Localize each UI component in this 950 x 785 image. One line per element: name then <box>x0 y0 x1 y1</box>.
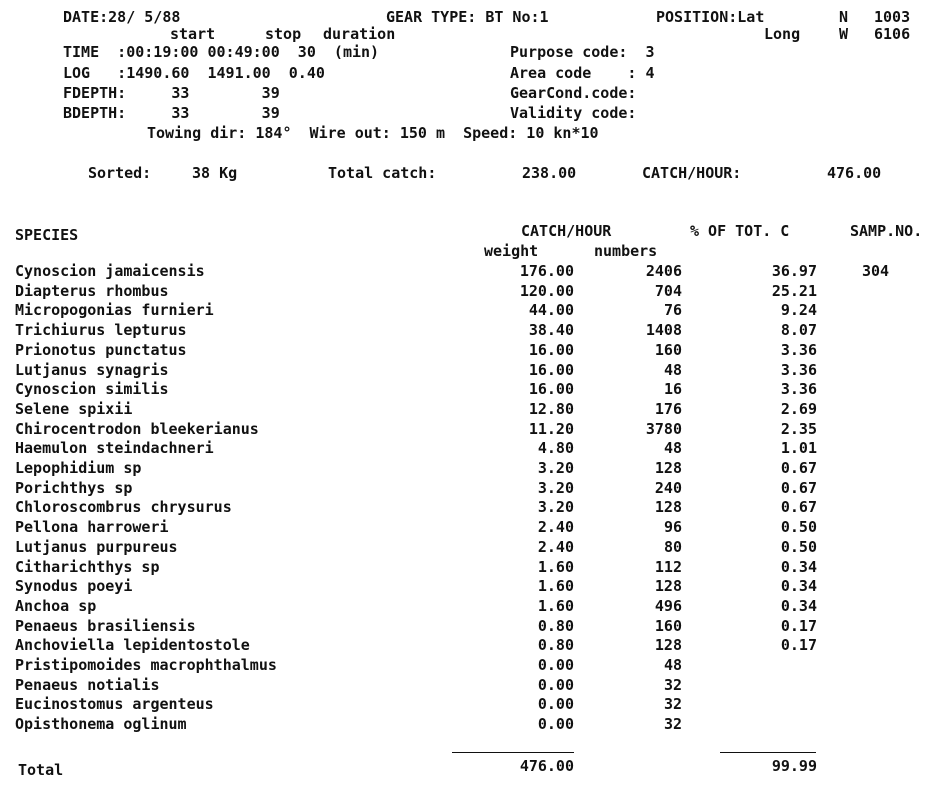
pct-value: 9.24 <box>780 301 817 319</box>
catch-hour-label: CATCH/HOUR: <box>642 164 742 182</box>
pct-value: 0.50 <box>780 538 817 556</box>
pct-header: % OF TOT. C <box>690 222 790 240</box>
numbers-value: 80 <box>663 538 682 556</box>
species-name: Lutjanus purpureus <box>15 538 178 556</box>
pct-value: 0.67 <box>780 459 817 477</box>
pct-value: 3.36 <box>780 361 817 379</box>
col-duration: duration <box>323 25 396 43</box>
weight-value: 120.00 <box>519 282 574 300</box>
weight-value: 0.80 <box>537 636 574 654</box>
catch-hour-header: CATCH/HOUR <box>521 222 612 240</box>
numbers-value: 496 <box>654 597 682 615</box>
pct-value: 0.17 <box>780 636 817 654</box>
species-name: Porichthys sp <box>15 479 133 497</box>
weight-value: 0.80 <box>537 617 574 635</box>
weight-value: 11.20 <box>528 420 574 438</box>
species-name: Pellona harroweri <box>15 518 169 536</box>
total-pct: 99.99 <box>771 757 817 775</box>
weight-value: 1.60 <box>537 558 574 576</box>
species-name: Opisthonema oglinum <box>15 715 187 733</box>
pct-value: 0.34 <box>780 577 817 595</box>
species-name: Anchoviella lepidentostole <box>15 636 250 654</box>
pct-value: 8.07 <box>780 321 817 339</box>
species-name: Selene spixii <box>15 400 133 418</box>
date: DATE:28/ 5/88 <box>63 8 181 26</box>
gearcond-code: GearCond.code: <box>510 84 637 102</box>
pct-value: 0.34 <box>780 597 817 615</box>
numbers-value: 704 <box>654 282 682 300</box>
species-name: Chirocentrodon bleekerianus <box>15 420 259 438</box>
long-label: Long <box>764 25 801 43</box>
weight-value: 44.00 <box>528 301 574 319</box>
weight-value: 0.00 <box>537 676 574 694</box>
species-name: Eucinostomus argenteus <box>15 695 214 713</box>
pct-value: 1.01 <box>780 439 817 457</box>
species-name: Lepophidium sp <box>15 459 142 477</box>
position-label: POSITION:Lat <box>656 8 765 26</box>
log-line: LOG :1490.60 1491.00 0.40 <box>63 64 325 82</box>
species-name: Chloroscombrus chrysurus <box>15 498 232 516</box>
pct-value: 25.21 <box>771 282 817 300</box>
long-hemisphere: W <box>839 25 849 43</box>
catch-hour-value: 476.00 <box>827 164 882 182</box>
numbers-value: 96 <box>663 518 682 536</box>
numbers-value: 3780 <box>645 420 682 438</box>
weight-value: 12.80 <box>528 400 574 418</box>
weight-value: 4.80 <box>537 439 574 457</box>
pct-value: 0.50 <box>780 518 817 536</box>
total-catch-label: Total catch: <box>328 164 437 182</box>
weight-value: 2.40 <box>537 538 574 556</box>
species-name: Diapterus rhombus <box>15 282 169 300</box>
species-name: Anchoa sp <box>15 597 97 615</box>
numbers-value: 76 <box>663 301 682 319</box>
numbers-value: 176 <box>654 400 682 418</box>
purpose-code: Purpose code: 3 <box>510 43 655 61</box>
numbers-value: 16 <box>663 380 682 398</box>
weight-value: 0.00 <box>537 715 574 733</box>
numbers-value: 128 <box>654 577 682 595</box>
weight-value: 0.00 <box>537 695 574 713</box>
pct-total-rule <box>720 752 816 753</box>
sorted-label: Sorted: <box>88 164 152 182</box>
species-name: Cynoscion similis <box>15 380 169 398</box>
weight-value: 1.60 <box>537 577 574 595</box>
pct-value: 0.17 <box>780 617 817 635</box>
long-value: 6106 <box>874 25 911 43</box>
numbers-value: 128 <box>654 498 682 516</box>
weight-value: 16.00 <box>528 361 574 379</box>
pct-value: 0.67 <box>780 479 817 497</box>
numbers-value: 160 <box>654 617 682 635</box>
weight-total-rule <box>452 752 574 753</box>
pct-value: 3.36 <box>780 380 817 398</box>
species-name: Prionotus punctatus <box>15 341 187 359</box>
numbers-value: 48 <box>663 361 682 379</box>
weight-value: 176.00 <box>519 262 574 280</box>
bdepth-line: BDEPTH: 33 39 <box>63 104 280 122</box>
samp-value: 304 <box>862 262 890 280</box>
weight-header: weight <box>484 242 539 260</box>
numbers-value: 48 <box>663 439 682 457</box>
weight-value: 1.60 <box>537 597 574 615</box>
col-stop: stop <box>265 25 302 43</box>
total-catch-value: 238.00 <box>522 164 577 182</box>
numbers-value: 32 <box>663 676 682 694</box>
numbers-value: 240 <box>654 479 682 497</box>
species-name: Citharichthys sp <box>15 558 160 576</box>
area-code: Area code : 4 <box>510 64 655 82</box>
pct-value: 3.36 <box>780 341 817 359</box>
species-name: Penaeus notialis <box>15 676 160 694</box>
species-name: Haemulon steindachneri <box>15 439 214 457</box>
pct-value: 0.67 <box>780 498 817 516</box>
numbers-value: 48 <box>663 656 682 674</box>
numbers-value: 160 <box>654 341 682 359</box>
gear-type: GEAR TYPE: BT No:1 <box>386 8 549 26</box>
weight-value: 16.00 <box>528 341 574 359</box>
numbers-value: 1408 <box>645 321 682 339</box>
sorted-value: 38 Kg <box>192 164 238 182</box>
species-name: Lutjanus synagris <box>15 361 169 379</box>
species-name: Synodus poeyi <box>15 577 133 595</box>
weight-value: 2.40 <box>537 518 574 536</box>
pct-value: 2.35 <box>780 420 817 438</box>
numbers-header: numbers <box>594 242 658 260</box>
species-name: Cynoscion jamaicensis <box>15 262 205 280</box>
total-label: Total <box>18 761 64 779</box>
total-weight: 476.00 <box>519 757 574 775</box>
numbers-value: 32 <box>663 715 682 733</box>
species-name: Pristipomoides macrophthalmus <box>15 656 277 674</box>
species-header: SPECIES <box>15 226 79 244</box>
samp-header: SAMP.NO. <box>850 222 923 240</box>
col-start: start <box>170 25 216 43</box>
weight-value: 3.20 <box>537 479 574 497</box>
numbers-value: 112 <box>654 558 682 576</box>
lat-value: 1003 <box>874 8 911 26</box>
species-name: Penaeus brasiliensis <box>15 617 196 635</box>
weight-value: 0.00 <box>537 656 574 674</box>
pct-value: 0.34 <box>780 558 817 576</box>
time-line: TIME :00:19:00 00:49:00 30 (min) <box>63 43 380 61</box>
weight-value: 3.20 <box>537 498 574 516</box>
lat-hemisphere: N <box>839 8 849 26</box>
species-name: Trichiurus lepturus <box>15 321 187 339</box>
weight-value: 3.20 <box>537 459 574 477</box>
weight-value: 16.00 <box>528 380 574 398</box>
weight-value: 38.40 <box>528 321 574 339</box>
validity-code: Validity code: <box>510 104 637 122</box>
numbers-value: 128 <box>654 459 682 477</box>
species-name: Micropogonias furnieri <box>15 301 214 319</box>
towing-line: Towing dir: 184° Wire out: 150 m Speed: 10 kn*10 <box>147 124 599 142</box>
numbers-value: 128 <box>654 636 682 654</box>
pct-value: 2.69 <box>780 400 817 418</box>
numbers-value: 2406 <box>645 262 682 280</box>
pct-value: 36.97 <box>771 262 817 280</box>
fdepth-line: FDEPTH: 33 39 <box>63 84 280 102</box>
numbers-value: 32 <box>663 695 682 713</box>
